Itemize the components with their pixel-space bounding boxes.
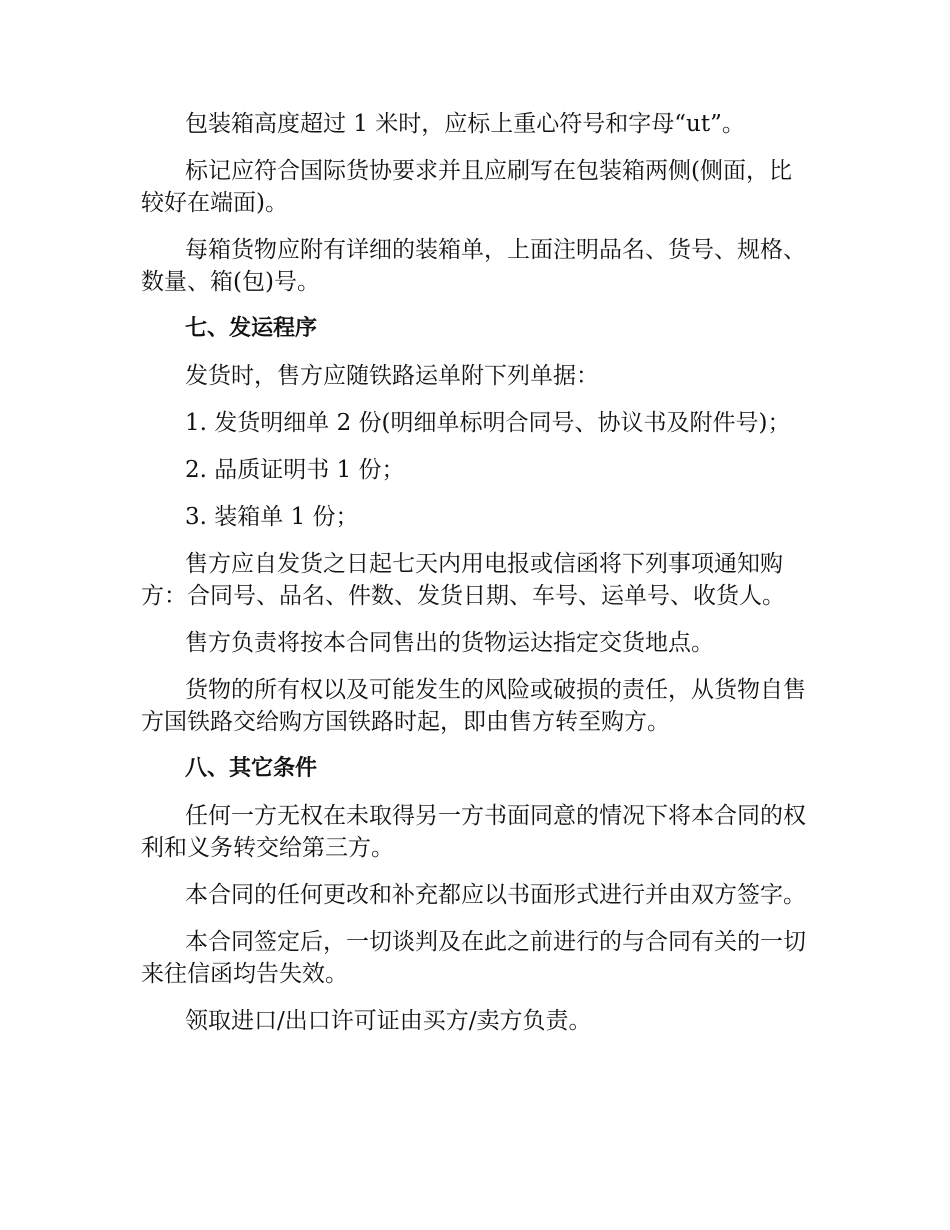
paragraph-shipping-documents-intro: 发货时，售方应随铁路运单附下列单据：	[185, 363, 599, 389]
paragraph-license-responsibility: 领取进口/出口许可证由买方/卖方负责。	[185, 1008, 592, 1034]
paragraph-packing-list: 每箱货物应附有详细的装箱单，上面注明品名、货号、规格、数量、箱(包)号。	[141, 237, 806, 295]
list-item-delivery-details: 1. 发货明细单 2 份(明细单标明合同号、协议书及附件号)；	[185, 410, 791, 436]
paragraph-amendments-in-writing: 本合同的任何更改和补充都应以书面形式进行并由双方签字。	[185, 882, 806, 908]
section-heading-other-conditions: 八、其它条件	[185, 756, 318, 781]
paragraph-shipment-notification: 售方应自发货之日起七天内用电报或信函将下列事项通知购方：合同号、品名、件数、发货日期、车号、运单号、收货人。	[141, 551, 785, 609]
paragraph-ownership-risk-transfer: 货物的所有权以及可能发生的风险或破损的责任，从货物自售方国铁路交给购方国铁路时起，即由售方转至购方。	[141, 677, 806, 735]
paragraph-delivery-responsibility: 售方负责将按本合同售出的货物运达指定交货地点。	[185, 630, 714, 656]
paragraph-marking-requirements: 标记应符合国际货协要求并且应刷写在包装箱两侧(侧面，比较好在端面)。	[141, 158, 792, 216]
paragraph-center-of-gravity-mark: 包装箱高度超过 1 米时，应标上重心符号和字母“ut”。	[185, 111, 745, 137]
paragraph-prior-correspondence-void: 本合同签定后，一切谈判及在此之前进行的与合同有关的一切来往信函均告失效。	[141, 929, 806, 987]
list-item-packing-list: 3. 装箱单 1 份；	[185, 504, 359, 530]
list-item-quality-certificate: 2. 品质证明书 1 份；	[185, 457, 405, 483]
section-heading-shipping-procedure: 七、发运程序	[185, 316, 318, 341]
document-body	[141, 108, 811, 1052]
paragraph-no-transfer-rights: 任何一方无权在未取得另一方书面同意的情况下将本合同的权利和义务转交给第三方。	[141, 803, 806, 861]
